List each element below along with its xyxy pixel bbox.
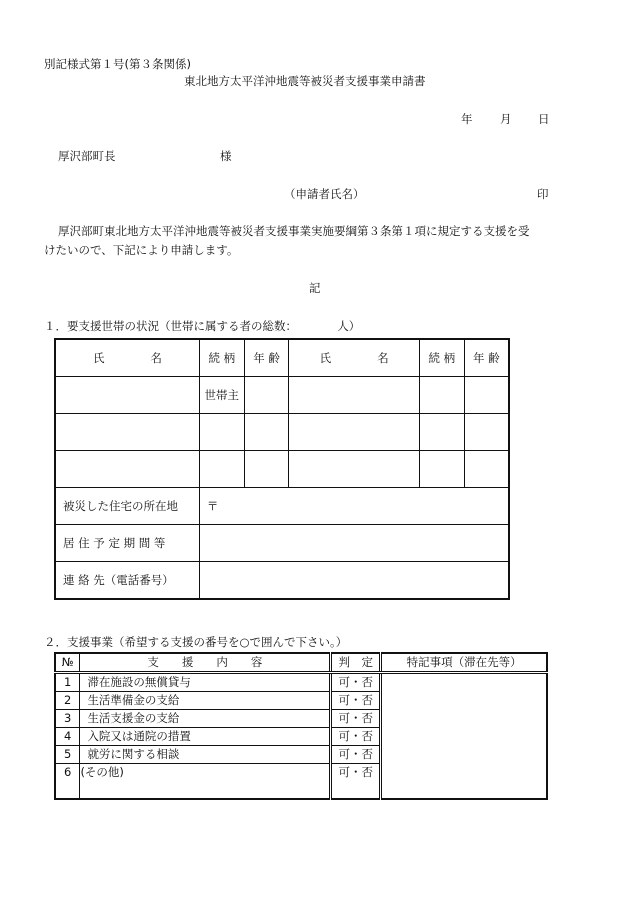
col-content: 支 援 内 容 (80, 653, 331, 673)
col-notes: 特記事項（滞在先等） (381, 653, 547, 673)
row-no: 4 (55, 728, 80, 746)
contact-row (55, 562, 509, 600)
col-no: № (55, 653, 80, 673)
col-relation: 続 柄 (199, 339, 244, 377)
row-no: 3 (55, 710, 80, 728)
name-cell[interactable] (289, 377, 419, 414)
row-content: 滞在施設の無償貸与 (80, 673, 331, 692)
applicant-label: （申請者氏名） (284, 187, 365, 201)
address-field[interactable]: 〒 (199, 488, 509, 525)
row-judgment[interactable]: 可・否 (331, 692, 381, 710)
col-relation-2: 続 柄 (419, 339, 464, 377)
col-age: 年 齢 (244, 339, 289, 377)
row-judgment[interactable]: 可・否 (331, 728, 381, 746)
residence-label: 居 住 予 定 期 間 等 (55, 525, 199, 562)
relation-cell[interactable] (419, 377, 464, 414)
row-content: 就労に関する相談 (80, 746, 331, 764)
row-content: 入院又は通院の措置 (80, 728, 331, 746)
relation-cell[interactable] (199, 451, 244, 488)
ki-mark: 記 (309, 281, 321, 295)
contact-label: 連 絡 先（電話番号） (55, 562, 199, 600)
support-header-row (55, 653, 547, 673)
age-cell[interactable] (464, 451, 509, 488)
relation-cell[interactable] (199, 414, 244, 451)
age-cell[interactable] (244, 451, 289, 488)
support-table (54, 652, 548, 800)
relation-cell[interactable] (419, 414, 464, 451)
notes-field[interactable] (381, 673, 547, 800)
name-cell[interactable] (55, 377, 199, 414)
section1-heading: １．要支援世帯の状況（世帯に属する者の総数： 人） (44, 319, 361, 333)
row-judgment[interactable]: 可・否 (331, 746, 381, 764)
residence-row (55, 525, 509, 562)
relation-cell[interactable]: 世帯主 (199, 377, 244, 414)
addressee: 厚沢部町長 (58, 149, 116, 163)
relation-cell[interactable] (419, 451, 464, 488)
col-name: 氏 名 (55, 339, 199, 377)
section2-heading: ２．支援事業（希望する支援の番号を○で囲んで下さい。） (44, 635, 348, 649)
household-table (54, 338, 510, 600)
col-judgment: 判 定 (331, 653, 381, 673)
residence-field[interactable] (199, 525, 509, 562)
date-month: 月 (500, 112, 512, 126)
household-header-row (55, 339, 509, 377)
row-content: 生活支援金の支給 (80, 710, 331, 728)
address-label: 被災した住宅の所在地 (55, 488, 199, 525)
household-row (55, 377, 509, 414)
age-cell[interactable] (464, 377, 509, 414)
age-cell[interactable] (464, 414, 509, 451)
document-title: 東北地方太平洋沖地震等被災者支援事業申請書 (184, 74, 426, 88)
row-no: 6 (55, 764, 80, 800)
name-cell[interactable] (55, 414, 199, 451)
paragraph-line-1: 厚沢部町東北地方太平洋沖地震等被災者支援事業実施要綱第３条第１項に規定する支援を受 (58, 224, 530, 238)
address-row (55, 488, 509, 525)
age-cell[interactable] (244, 414, 289, 451)
honorific: 様 (220, 149, 232, 163)
row-no: 1 (55, 673, 80, 692)
form-number: 別記様式第１号(第３条関係) (44, 57, 191, 71)
col-name-2: 氏 名 (289, 339, 419, 377)
seal-mark: 印 (537, 187, 549, 201)
household-row (55, 451, 509, 488)
row-content[interactable]: (その他) (80, 764, 331, 800)
name-cell[interactable] (55, 451, 199, 488)
name-cell[interactable] (289, 451, 419, 488)
support-row (55, 673, 547, 692)
row-no: 5 (55, 746, 80, 764)
row-content: 生活準備金の支給 (80, 692, 331, 710)
name-cell[interactable] (289, 414, 419, 451)
paragraph-line-2: けたいので、下記により申請します。 (44, 243, 239, 257)
row-judgment[interactable]: 可・否 (331, 764, 381, 800)
date-day: 日 (538, 112, 550, 126)
contact-field[interactable] (199, 562, 509, 600)
age-cell[interactable] (244, 377, 289, 414)
row-judgment[interactable]: 可・否 (331, 673, 381, 692)
household-row (55, 414, 509, 451)
date-year: 年 (461, 112, 473, 126)
row-no: 2 (55, 692, 80, 710)
col-age-2: 年 齢 (464, 339, 509, 377)
row-judgment[interactable]: 可・否 (331, 710, 381, 728)
